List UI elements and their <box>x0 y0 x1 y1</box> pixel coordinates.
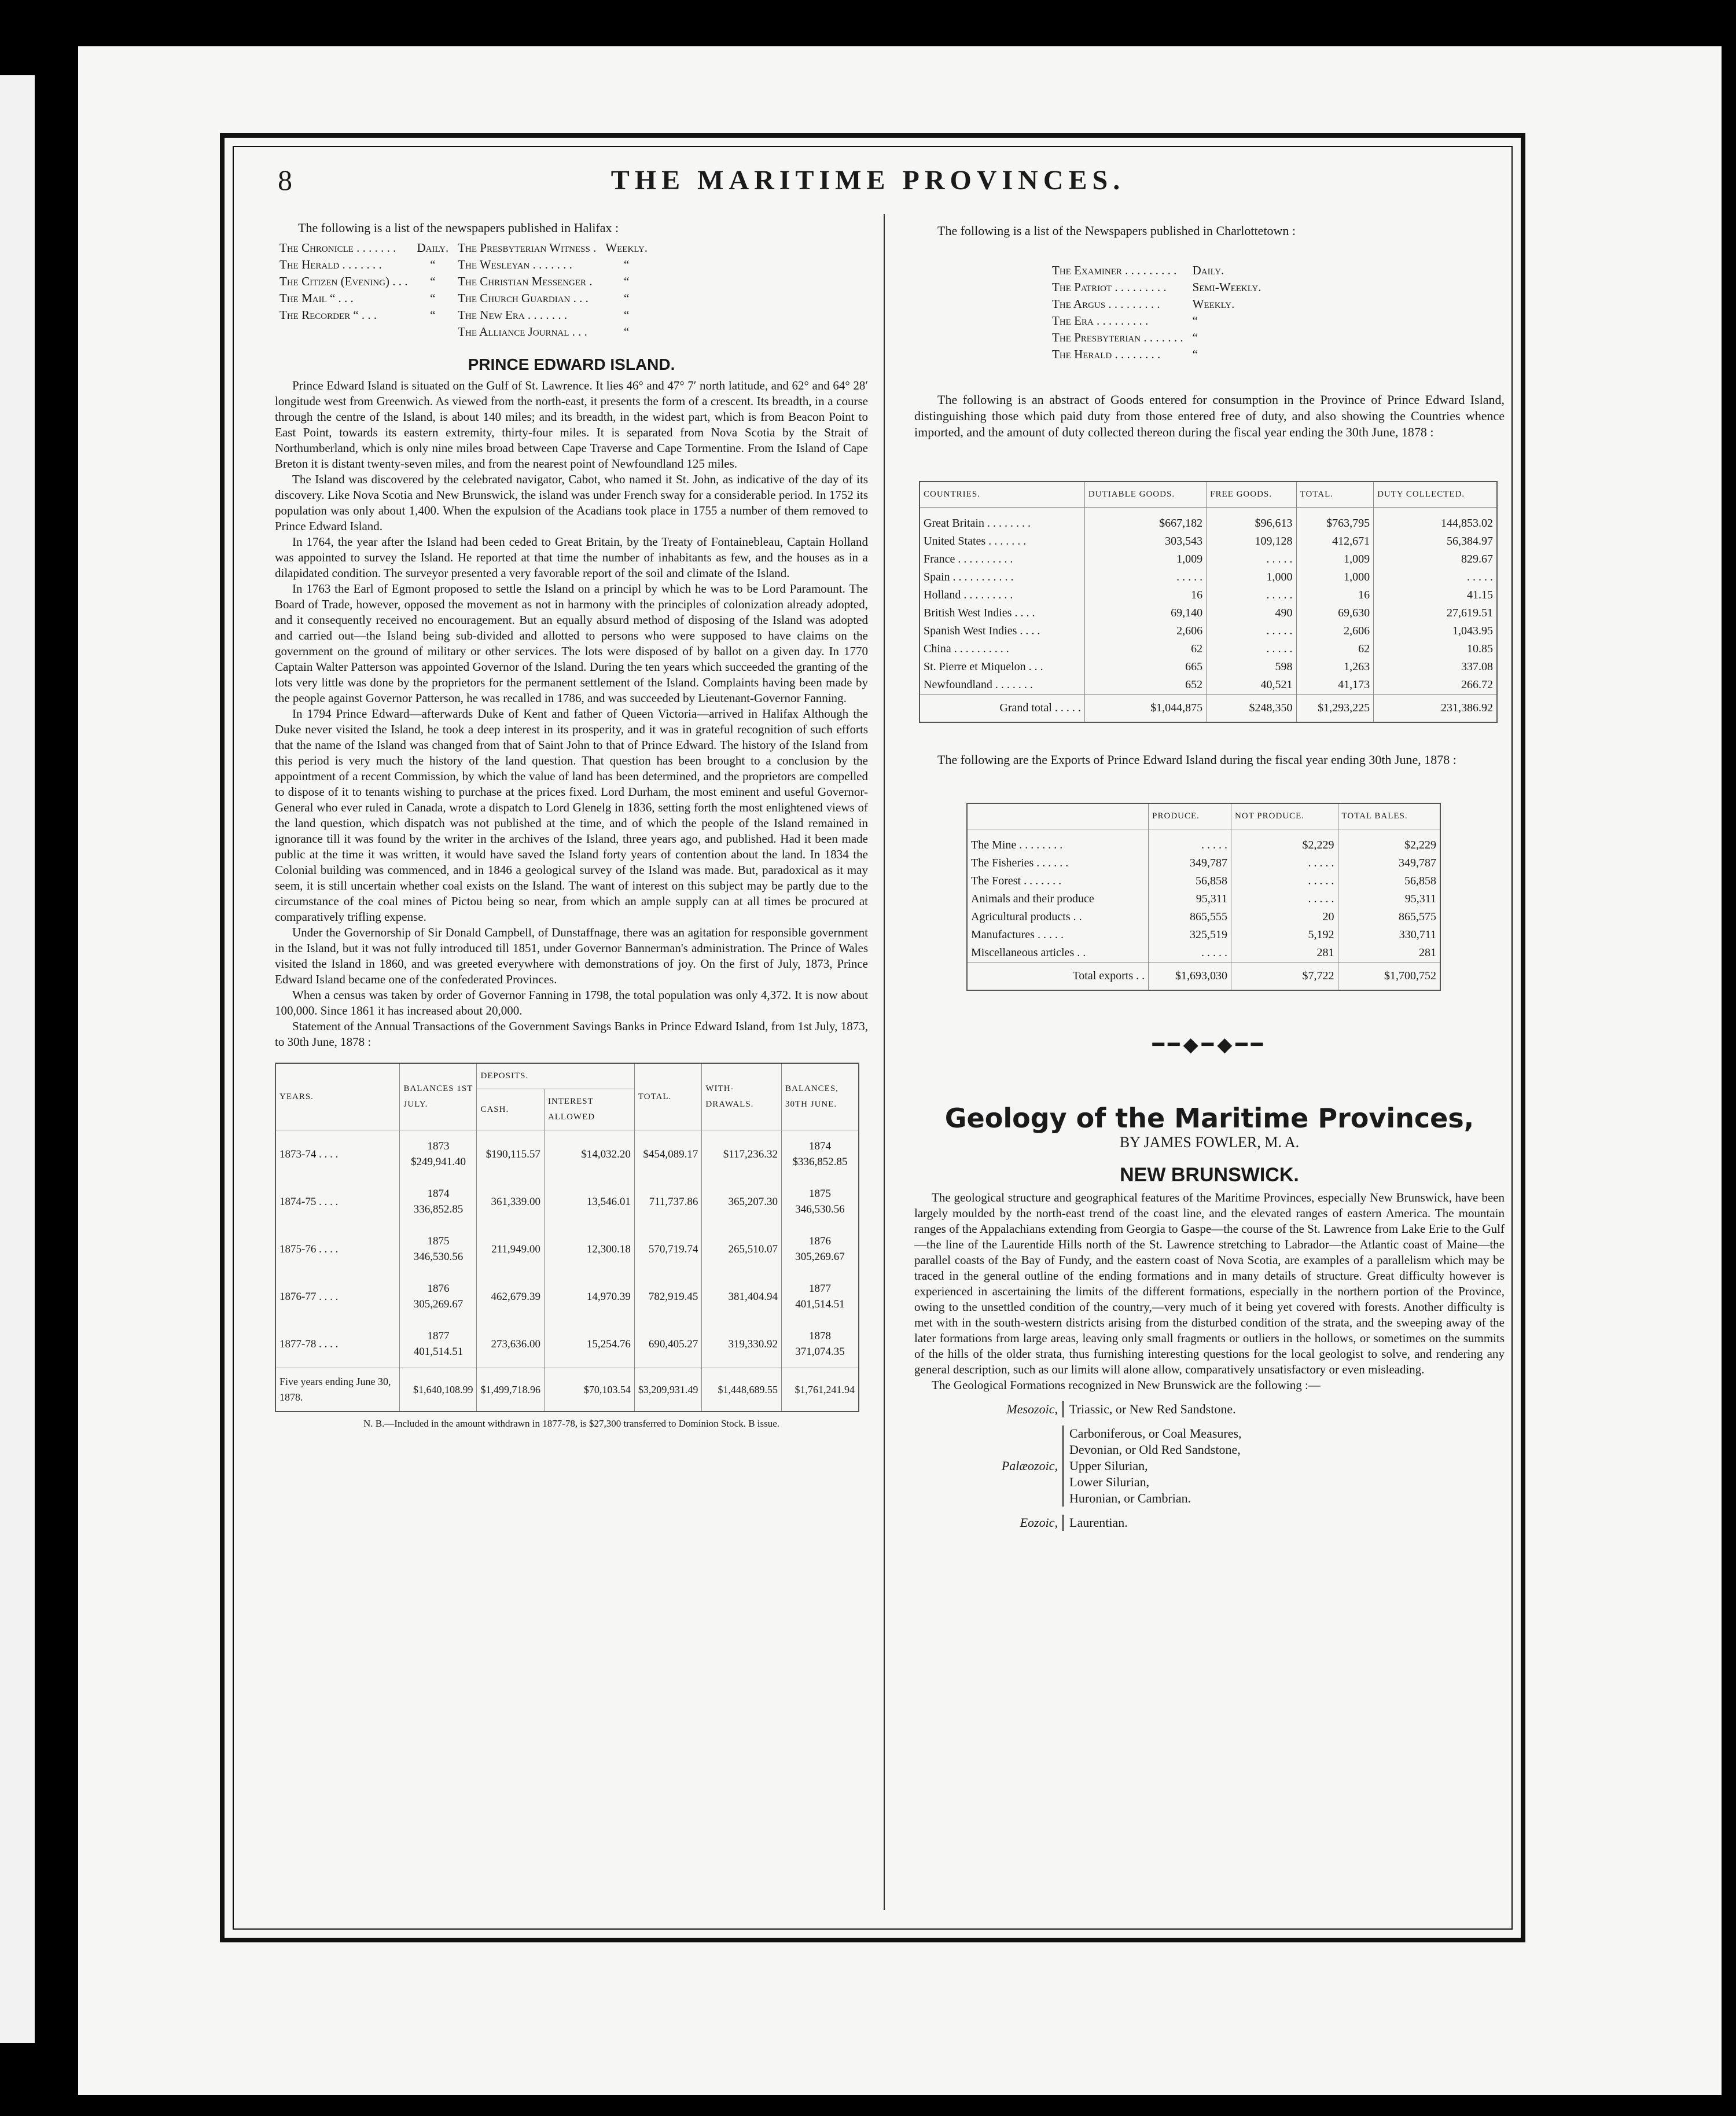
newspaper-cell: The Herald . . . . . . . . <box>1052 347 1161 361</box>
imports-cell: . . . . . <box>1207 640 1296 658</box>
imports-cell: 16 <box>1084 586 1206 604</box>
imports-cell: . . . . . <box>1207 586 1296 604</box>
savings-row <box>275 1225 859 1273</box>
savings-cell: 1874 336,852.85 <box>400 1178 477 1225</box>
exports-cell: . . . . . <box>1231 854 1338 872</box>
imports-cell: . . . . . <box>1374 568 1497 586</box>
imports-row <box>920 640 1497 658</box>
imports-cell: 41,173 <box>1296 676 1374 695</box>
newspaper-cell: “ <box>624 291 630 305</box>
imports-cell: 652 <box>1084 676 1206 695</box>
savings-total-cell: $1,448,689.55 <box>702 1368 782 1412</box>
formation-spacer <box>961 1507 1246 1515</box>
savings-cell: 1876 305,269.67 <box>782 1225 859 1273</box>
col-withdrawals: WITH-DRAWALS. <box>702 1063 782 1130</box>
exports-total-cell: $1,700,752 <box>1338 963 1440 991</box>
savings-cell: 365,207.30 <box>702 1178 782 1225</box>
page-number: 8 <box>278 164 292 196</box>
exports-row <box>967 908 1440 926</box>
imports-row <box>920 622 1497 640</box>
formation-era: Palæozoic, <box>1001 1459 1058 1473</box>
exports-cell: 56,858 <box>1149 872 1231 890</box>
newspaper-cell: The Argus . . . . . . . . . <box>1052 297 1160 311</box>
formation-row <box>961 1401 1246 1417</box>
imports-row <box>920 676 1497 695</box>
newspaper-cell: The Era . . . . . . . . . <box>1052 314 1149 328</box>
exports-row <box>967 890 1440 908</box>
imports-cell: China . . . . . . . . . . <box>920 640 1084 658</box>
savings-row <box>275 1178 859 1225</box>
imports-cell: 109,128 <box>1207 532 1296 550</box>
exports-table <box>966 803 1441 991</box>
exports-cell: 95,311 <box>1149 890 1231 908</box>
exports-total-cell: $1,693,030 <box>1149 963 1231 991</box>
savings-row <box>275 1130 859 1178</box>
exports-cell: Miscellaneous articles . . <box>967 944 1149 963</box>
imports-row <box>920 586 1497 604</box>
geology-byline: BY JAMES FOWLER, M. A. <box>1119 1134 1300 1151</box>
savings-cell: 1875 346,530.56 <box>400 1225 477 1273</box>
imports-header: COUNTRIES. <box>920 482 1084 508</box>
imports-row <box>920 568 1497 586</box>
exports-header: TOTAL BALES. <box>1338 803 1440 829</box>
imports-table <box>919 481 1498 723</box>
savings-cell: 1876-77 . . . . <box>275 1273 400 1320</box>
imports-cell: . . . . . <box>1084 568 1206 586</box>
halifax-newspaper-list <box>275 240 652 340</box>
newspaper-cell: “ <box>624 308 630 322</box>
exports-cell: 865,555 <box>1149 908 1231 926</box>
newspaper-cell: The Presbyterian . . . . . . . <box>1052 330 1183 344</box>
newspaper-row <box>275 324 652 340</box>
imports-header: DUTY COLLECTED. <box>1374 482 1497 508</box>
newspaper-cell: The Presbyterian Witness . <box>458 241 597 255</box>
col-cash: CASH. <box>477 1089 545 1130</box>
formation-item: Huronian, or Cambrian. <box>1069 1491 1191 1505</box>
imports-cell: Great Britain . . . . . . . . <box>920 508 1084 533</box>
adjacent-page-strip <box>0 75 35 2043</box>
newspaper-cell: “ <box>430 291 436 305</box>
col-total: TOTAL. <box>634 1063 702 1130</box>
savings-cell: 570,719.74 <box>634 1225 702 1273</box>
imports-cell: 144,853.02 <box>1374 508 1497 533</box>
exports-cell: 5,192 <box>1231 926 1338 944</box>
imports-row <box>920 508 1497 533</box>
exports-cell: The Mine . . . . . . . . <box>967 829 1149 855</box>
newspaper-cell: The Recorder “ . . . <box>279 308 377 322</box>
savings-total-cell: $70,103.54 <box>544 1368 634 1412</box>
pei-paragraph: In 1764, the year after the Island had been ceded to Great Britain, by the Treaty of Fontainebleau, Captain Holland was appointed to survey the Island. He reported at that time the number of inhabitants as few, and the houses as in a dilapidated condition. The surveyor presented a very favorable report of the soil and climate of the Island. <box>275 535 868 580</box>
imports-cell: 69,630 <box>1296 604 1374 622</box>
exports-cell: 330,711 <box>1338 926 1440 944</box>
newspaper-cell: Daily. <box>1192 263 1224 277</box>
savings-cell: 1876 305,269.67 <box>400 1273 477 1320</box>
exports-cell: . . . . . <box>1149 944 1231 963</box>
charlottetown-intro: The following is a list of the Newspapers published in Charlottetown : <box>937 223 1296 238</box>
ornament-divider: ━━◆━◆━━ <box>1152 1034 1267 1056</box>
exports-cell: 349,787 <box>1338 854 1440 872</box>
geology-title: Geology of the Maritime Provinces, <box>944 1103 1474 1134</box>
imports-cell: 1,009 <box>1084 550 1206 568</box>
newspaper-row <box>1047 346 1266 363</box>
newspaper-cell: The Examiner . . . . . . . . . <box>1052 263 1177 277</box>
left-column <box>275 220 868 1431</box>
imports-cell: Spain . . . . . . . . . . . <box>920 568 1084 586</box>
column-divider <box>884 214 885 1910</box>
imports-cell: $667,182 <box>1084 508 1206 533</box>
savings-note: N. B.—Included in the amount withdrawn in 1877-78, is $27,300 transferred to Dominion Stock. B issue. <box>363 1418 780 1429</box>
formation-item: Lower Silurian, <box>1069 1475 1150 1489</box>
col-balances-end: BALANCES, 30TH JUNE. <box>782 1063 859 1130</box>
savings-row <box>275 1273 859 1320</box>
newspaper-row <box>1047 262 1266 279</box>
newspaper-row <box>275 273 652 290</box>
newspaper-cell: The Wesleyan . . . . . . . <box>458 258 572 271</box>
exports-row <box>967 829 1440 855</box>
imports-cell: $763,795 <box>1296 508 1374 533</box>
savings-total-cell: Five years ending June 30, 1878. <box>275 1368 400 1412</box>
savings-cell: 319,330.92 <box>702 1320 782 1368</box>
imports-cell: 303,543 <box>1084 532 1206 550</box>
exports-row <box>967 926 1440 944</box>
newspaper-row <box>275 256 652 273</box>
pei-paragraph: In 1794 Prince Edward—afterwards Duke of Kent and father of Queen Victoria—arrived in Halifax Although the Duke never visited the Island, he took a deep interest in its prosperity, and it was in grateful recognition of such efforts that the name of the Island was changed from that of Saint John to that of Prince Edward. The history of the Island from this period is very much the history of the land question. That question has been brought to a conclusion by the appointment of a recent Commission, by which the value of land has been determined, and the proprietors are compelled to dispose of it to tenants wishing to purchase at the prices fixed. Lord Durham, the most eminent and useful Governor-General who ever ruled in Canada, wrote a dispatch to Lord Glenelg in 1836, setting forth the most enlightened views of the land question, which dispatch was not published at the time, and of which the people of the Island remained in ignorance till it was found by the writer in the archives of the Island, three years ago, and published. Had it been made public at the time it was written, it would have saved the Island forty years of contention about the land. In 1834 the Colonial building was commenced, and in 1846 a geological survey of the Island was made. But, paradoxical as it may seem, it is still uncertain whether coal exists on the Island. The want of interest on this subject may be partly due to the circumstance of the coal mines of Pictou being so near, from which an ample supply can at all times be procured at comparatively trifling expense. <box>275 707 868 924</box>
imports-total-cell: Grand total . . . . . <box>920 695 1084 723</box>
exports-total-row <box>967 963 1440 991</box>
imports-total-cell: $1,293,225 <box>1296 695 1374 723</box>
running-title: THE MARITIME PROVINCES. <box>610 165 1126 196</box>
pei-paragraph: The Island was discovered by the celebrated navigator, Cabot, who named it St. John, as indicative of the day of its discovery. Like Nova Scotia and New Brunswick, the island was under French sway for a considerable period. In 1752 its population was only about 1,400. When the expulsion of the Acadians took place in 1755 a number of them removed to Prince Edward Island. <box>275 472 868 533</box>
newspaper-row <box>1047 313 1266 329</box>
imports-cell: 1,263 <box>1296 658 1374 676</box>
newspaper-cell: “ <box>624 258 630 271</box>
newspaper-cell: “ <box>1192 330 1198 344</box>
imports-row <box>920 550 1497 568</box>
exports-intro: The following are the Exports of Prince Edward Island during the fiscal year ending 30th June, 1878 : <box>937 752 1457 767</box>
exports-row <box>967 872 1440 890</box>
pei-heading: PRINCE EDWARD ISLAND. <box>468 355 675 373</box>
formation-item: Carboniferous, or Coal Measures, <box>1069 1426 1242 1441</box>
savings-cell: 1877 401,514.51 <box>400 1320 477 1368</box>
savings-cell: 361,339.00 <box>477 1178 545 1225</box>
formation-item: Triassic, or New Red Sandstone. <box>1069 1402 1236 1416</box>
savings-cell: 1874 $336,852.85 <box>782 1130 859 1178</box>
savings-cell: 15,254.76 <box>544 1320 634 1368</box>
exports-cell: 865,575 <box>1338 908 1440 926</box>
newspaper-row <box>275 240 652 256</box>
imports-cell: St. Pierre et Miquelon . . . <box>920 658 1084 676</box>
formation-items <box>1063 1401 1246 1417</box>
savings-cell: 265,510.07 <box>702 1225 782 1273</box>
exports-row <box>967 944 1440 963</box>
savings-cell: 273,636.00 <box>477 1320 545 1368</box>
imports-total-cell: $248,350 <box>1207 695 1296 723</box>
savings-cell: 462,679.39 <box>477 1273 545 1320</box>
imports-header: DUTIABLE GOODS. <box>1084 482 1206 508</box>
exports-total-cell: Total exports . . <box>967 963 1149 991</box>
new-brunswick-heading: NEW BRUNSWICK. <box>1120 1164 1299 1186</box>
formations-list <box>961 1401 1246 1539</box>
savings-cell: $454,089.17 <box>634 1130 702 1178</box>
imports-cell: 1,043.95 <box>1374 622 1497 640</box>
exports-cell: 349,787 <box>1149 854 1231 872</box>
exports-cell: . . . . . <box>1149 829 1231 855</box>
pei-text <box>275 378 868 1050</box>
imports-cell: British West Indies . . . . <box>920 604 1084 622</box>
newspaper-cell: The Herald . . . . . . . <box>279 258 382 271</box>
formation-item: Laurentian. <box>1069 1515 1128 1530</box>
pei-paragraph: Statement of the Annual Transactions of the Government Savings Banks in Prince Edward Island, from 1st July, 1873, to 30th June, 1878 : <box>275 1019 868 1049</box>
pei-paragraph: In 1763 the Earl of Egmont proposed to settle the Island on a principl by which he was to be Lord Paramount. The Board of Trade, however, opposed the movement as not in harmony with the principles of colonization already adopted, and it consequently received no encouragement. But an equally absurd method of disposing of the Island was adopted and carried out—the Island being sub-divided and allotted to persons who were supposed to have claims on the government on the ground of military or other services. The lots were disposed of by ballot on a given day. In 1770 Captain Walter Patterson was appointed Governor of the Island. During the ten years which succeeded the granting of the lots very little was done by the proprietors for the permanent settlement of the Island. Complaints having been made by the people against Governor Patterson, he was recalled in 1786, and was succeeded by Lieutenant-Governor Fanning. <box>275 582 868 705</box>
savings-cell: 711,737.86 <box>634 1178 702 1225</box>
exports-cell: $2,229 <box>1231 829 1338 855</box>
imports-cell: Holland . . . . . . . . . <box>920 586 1084 604</box>
newspaper-cell: The Chronicle . . . . . . . <box>279 241 396 255</box>
imports-cell: 10.85 <box>1374 640 1497 658</box>
imports-cell: 56,384.97 <box>1374 532 1497 550</box>
newspaper-cell: Daily. <box>417 241 449 255</box>
savings-cell: 13,546.01 <box>544 1178 634 1225</box>
imports-cell: . . . . . <box>1207 550 1296 568</box>
imports-cell: 41.15 <box>1374 586 1497 604</box>
imports-total-row <box>920 695 1497 723</box>
savings-cell: 1878 371,074.35 <box>782 1320 859 1368</box>
imports-cell: 40,521 <box>1207 676 1296 695</box>
col-years: YEARS. <box>275 1063 400 1130</box>
exports-cell: Manufactures . . . . . <box>967 926 1149 944</box>
imports-row <box>920 658 1497 676</box>
imports-cell: 2,606 <box>1296 622 1374 640</box>
geology-paragraph: The Geological Formations recognized in New Brunswick are the following :— <box>932 1378 1321 1392</box>
newspaper-cell: “ <box>624 274 630 288</box>
exports-cell: 20 <box>1231 908 1338 926</box>
savings-total-cell: $3,209,931.49 <box>634 1368 702 1412</box>
exports-cell: $2,229 <box>1338 829 1440 855</box>
newspaper-row <box>275 290 652 307</box>
imports-row <box>920 604 1497 622</box>
pei-paragraph: Under the Governorship of Sir Donald Campbell, of Dunstaffnage, there was an agitation for responsible government in the Island, but it was not fully introduced till 1851, under Governor Bannerman's administration. The Prince of Wales visited the Island in 1860, and was greeted everywhere with demonstrations of joy. On the first of July, 1873, Prince Edward Island became one of the confederated Provinces. <box>275 925 868 986</box>
imports-row <box>920 532 1497 550</box>
exports-total-cell: $7,722 <box>1231 963 1338 991</box>
imports-cell: 27,619.51 <box>1374 604 1497 622</box>
exports-cell: 56,858 <box>1338 872 1440 890</box>
savings-cell: 1873-74 . . . . <box>275 1130 400 1178</box>
imports-cell: United States . . . . . . . <box>920 532 1084 550</box>
exports-cell: 325,519 <box>1149 926 1231 944</box>
exports-header: PRODUCE. <box>1149 803 1231 829</box>
imports-cell: 829.67 <box>1374 550 1497 568</box>
newspaper-cell: “ <box>430 308 436 322</box>
newspaper-cell: Weekly. <box>1192 297 1235 311</box>
newspaper-cell: Weekly. <box>605 241 648 255</box>
geology-text <box>914 1190 1505 1393</box>
exports-cell: Agricultural products . . <box>967 908 1149 926</box>
formation-row <box>961 1426 1246 1507</box>
imports-cell: 62 <box>1296 640 1374 658</box>
savings-cell: 1874-75 . . . . <box>275 1178 400 1225</box>
formation-era: Mesozoic, <box>1006 1402 1058 1416</box>
newspaper-cell: “ <box>1192 314 1198 328</box>
exports-cell: The Forest . . . . . . . <box>967 872 1149 890</box>
imports-header: FREE GOODS. <box>1207 482 1296 508</box>
formation-era: Eozoic, <box>1020 1515 1058 1530</box>
newspaper-cell: Semi-Weekly. <box>1192 280 1261 294</box>
newspaper-cell: The Citizen (Evening) . . . <box>279 274 408 288</box>
imports-cell: . . . . . <box>1207 622 1296 640</box>
imports-cell: France . . . . . . . . . . <box>920 550 1084 568</box>
imports-cell: 266.72 <box>1374 676 1497 695</box>
newspaper-cell: “ <box>430 274 436 288</box>
formation-item: Upper Silurian, <box>1069 1459 1148 1473</box>
newspaper-cell: The Mail “ . . . <box>279 291 354 305</box>
charlottetown-newspaper-list <box>1047 262 1266 363</box>
savings-cell: 1875-76 . . . . <box>275 1225 400 1273</box>
savings-row <box>275 1320 859 1368</box>
exports-cell: 95,311 <box>1338 890 1440 908</box>
imports-cell: 337.08 <box>1374 658 1497 676</box>
halifax-intro: The following is a list of the newspapers published in Halifax : <box>298 221 619 235</box>
imports-cell: 490 <box>1207 604 1296 622</box>
imports-cell: 1,009 <box>1296 550 1374 568</box>
exports-cell: . . . . . <box>1231 872 1338 890</box>
imports-total-cell: $1,044,875 <box>1084 695 1206 723</box>
imports-intro: The following is an abstract of Goods entered for consumption in the Province of Prince Edward Island, distinguishing those which paid duty from those entered free of duty, and also showing the Countries whence imported, and the amount of duty collected thereon during the fiscal year ending the 30th June, 1878 : <box>914 392 1505 439</box>
newspaper-cell: The Alliance Journal . . . <box>458 325 587 339</box>
newspaper-cell: The New Era . . . . . . . <box>458 308 568 322</box>
exports-cell: 281 <box>1338 944 1440 963</box>
savings-total-cell: $1,499,718.96 <box>477 1368 545 1412</box>
geology-paragraph: The geological structure and geographical features of the Maritime Provinces, especially New Brunswick, have been largely moulded by the north-east trend of the coast line, and the elevated ranges of eastern America. The mountain ranges of the Appalachians extending from Georgia to Gaspe—the course of the St. Lawrence from Lake Erie to the Gulf—the line of the Laurentide Hills north of the St. Lawrence stretching to Labrador—the Atlantic coast of Maine—the parallel coasts of the Bay of Fundy, and the eastern coast of Nova Scotia, are examples of a parallelism which may be traced in the general outline of the ending formations and in many details of structure. Great difficulty however is experienced in ascertaining the limits of the different formations, especially in the northern portion of the Province, owing to the unsettled condition of the country,—very much of it being yet covered with forests. Another difficulty is met with in the south-western districts arising from the disturbed condition of the strata, and the sweeping away of the later formations from large areas, leaving only small fragments or outliers in the hollows, or sometimes on the summits of the hills of the older strata, thus furnishing interesting questions for the local geologist to solve, and rendering any general description, such as our limits will alone allow, comparatively unsatisfactory or even misleading. <box>914 1191 1505 1376</box>
newspaper-cell <box>412 324 453 340</box>
newspaper-row <box>1047 329 1266 346</box>
newspaper-row <box>1047 279 1266 296</box>
col-balances-start: BALANCES 1ST JULY. <box>400 1063 477 1130</box>
imports-cell: 16 <box>1296 586 1374 604</box>
savings-cell: 1877 401,514.51 <box>782 1273 859 1320</box>
savings-cell: $117,236.32 <box>702 1130 782 1178</box>
newspaper-row <box>1047 296 1266 313</box>
col-interest: INTEREST ALLOWED <box>544 1089 634 1130</box>
exports-header <box>967 803 1149 829</box>
savings-total-cell: $1,761,241.94 <box>782 1368 859 1412</box>
savings-bank-table <box>275 1063 859 1412</box>
formation-spacer <box>961 1417 1246 1426</box>
imports-total-cell: 231,386.92 <box>1374 695 1497 723</box>
formation-items <box>1063 1515 1246 1531</box>
exports-cell: 281 <box>1231 944 1338 963</box>
imports-cell: 412,671 <box>1296 532 1374 550</box>
pei-paragraph: Prince Edward Island is situated on the Gulf of St. Lawrence. It lies 46° and 47° 7′ north latitude, and 62° and 64° 28′ longitude west from Greenwich. As viewed from the north-east, it presents the form of a crescent. Its breadth, in a course through the centre of the Island, is about 140 miles; and its breadth, in the widest part, which is from Beacon Point to East Point, towards its eastern extremity, thirty-four miles. It is separated from Nova Scotia by the Strait of Northumberland, which is only nine miles broad between Cape Traverse and Cape Tormentine. From the Island of Cape Breton it is distant twenty-seven miles, and from the nearest point of Newfoundland 125 miles. <box>275 379 868 471</box>
formation-spacer <box>961 1531 1246 1539</box>
page-header <box>278 163 1458 210</box>
exports-cell: . . . . . <box>1231 890 1338 908</box>
savings-total-row <box>275 1368 859 1412</box>
exports-cell: Animals and their produce <box>967 890 1149 908</box>
savings-cell: 12,300.18 <box>544 1225 634 1273</box>
imports-cell: $96,613 <box>1207 508 1296 533</box>
formation-row <box>961 1515 1246 1531</box>
exports-row <box>967 854 1440 872</box>
imports-cell: 1,000 <box>1296 568 1374 586</box>
savings-cell: 782,919.45 <box>634 1273 702 1320</box>
imports-cell: 598 <box>1207 658 1296 676</box>
formation-item: Devonian, or Old Red Sandstone, <box>1069 1442 1241 1457</box>
savings-total-cell: $1,640,108.99 <box>400 1368 477 1412</box>
col-deposits: DEPOSITS. <box>477 1063 634 1089</box>
imports-cell: Spanish West Indies . . . . <box>920 622 1084 640</box>
right-column <box>914 223 1505 1539</box>
newspaper-cell: The Church Guardian . . . <box>458 291 589 305</box>
savings-cell: $14,032.20 <box>544 1130 634 1178</box>
savings-cell: 1875 346,530.56 <box>782 1178 859 1225</box>
imports-cell: 62 <box>1084 640 1206 658</box>
imports-cell: 665 <box>1084 658 1206 676</box>
newspaper-cell: “ <box>1192 347 1198 361</box>
newspaper-cell <box>275 324 412 340</box>
imports-header: TOTAL. <box>1296 482 1374 508</box>
newspaper-cell: “ <box>624 325 630 339</box>
imports-cell: 2,606 <box>1084 622 1206 640</box>
savings-cell: 381,404.94 <box>702 1273 782 1320</box>
savings-cell: 211,949.00 <box>477 1225 545 1273</box>
savings-cell: 14,970.39 <box>544 1273 634 1320</box>
savings-cell: 690,405.27 <box>634 1320 702 1368</box>
exports-cell: The Fisheries . . . . . . <box>967 854 1149 872</box>
formation-items <box>1063 1426 1246 1507</box>
newspaper-cell: The Patriot . . . . . . . . . <box>1052 280 1167 294</box>
imports-cell: Newfoundland . . . . . . . <box>920 676 1084 695</box>
newspaper-cell: The Christian Messenger . <box>458 274 593 288</box>
exports-header: NOT PRODUCE. <box>1231 803 1338 829</box>
savings-cell: 1877-78 . . . . <box>275 1320 400 1368</box>
savings-cell: $190,115.57 <box>477 1130 545 1178</box>
imports-cell: 1,000 <box>1207 568 1296 586</box>
newspaper-cell: “ <box>430 258 436 271</box>
newspaper-row <box>275 307 652 324</box>
pei-paragraph: When a census was taken by order of Governor Fanning in 1798, the total population was only 4,372. It is now about 100,000. Since 1861 it has increased about 20,000. <box>275 988 868 1017</box>
imports-cell: 69,140 <box>1084 604 1206 622</box>
savings-cell: 1873 $249,941.40 <box>400 1130 477 1178</box>
